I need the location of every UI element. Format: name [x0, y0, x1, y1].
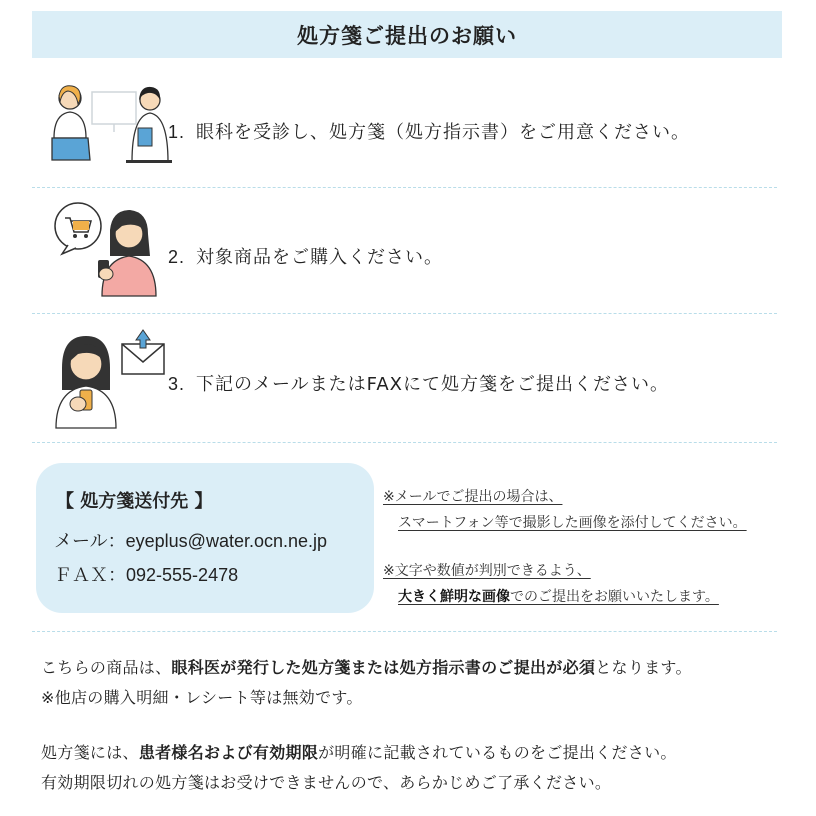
- note-email-line1: ※メールでご提出の場合は、: [383, 489, 563, 505]
- step-number: 2.: [168, 247, 186, 267]
- invalid-receipt-note: ※他店の購入明細・レシート等は無効です。: [41, 688, 363, 707]
- step-number: 3.: [168, 374, 186, 394]
- fax-label: ＦＡＸ：: [54, 565, 126, 586]
- expiry-note: 有効期限切れの処方箋はお受けできませんので、あらかじめご了承ください。: [41, 773, 612, 792]
- step-3: [168, 370, 669, 396]
- divider: [32, 313, 777, 314]
- note-image-rest: でのご提出をお願いいたします。: [510, 589, 719, 605]
- divider: [32, 187, 777, 188]
- prescription-content-bold: 患者様名および有効期限: [138, 743, 319, 762]
- fax-number: 092-555-2478: [126, 565, 239, 585]
- email-label: メール：: [54, 531, 126, 552]
- prescription-content-a: 処方箋には、: [41, 743, 139, 762]
- divider: [32, 442, 777, 443]
- prescription-content-c: が明確に記載されているものをご提出ください。: [318, 743, 677, 762]
- step-label: 下記のメールまたはFAXにて処方箋をご提出ください。: [196, 374, 669, 395]
- step-2: [168, 243, 443, 269]
- note-email-line2: スマートフォン等で撮影した画像を添付してください。: [398, 515, 747, 531]
- requirement-text-c: となります。: [595, 658, 692, 677]
- note-image-line2: [398, 586, 719, 606]
- step-1: [168, 118, 690, 144]
- page-title: 処方箋ご提出のお願い: [297, 23, 517, 48]
- requirement-text-a: こちらの商品は、: [41, 658, 172, 677]
- fax-row: [54, 561, 238, 587]
- patient-doctor-icon: [48, 80, 178, 174]
- requirement-text: [41, 655, 692, 678]
- destination-heading: 【 処方箋送付先 】: [56, 491, 213, 512]
- email-row: [54, 527, 327, 553]
- step-number: 1.: [168, 122, 186, 142]
- title-banner: [32, 11, 782, 58]
- note-image-line1: ※文字や数値が判別できるよう、: [383, 563, 591, 579]
- prescription-content-text: [41, 740, 677, 763]
- step-label: 対象商品をご購入ください。: [196, 247, 443, 268]
- email-address[interactable]: eyeplus@water.ocn.ne.jp: [125, 531, 328, 551]
- divider: [32, 631, 777, 632]
- destination-box: [36, 463, 374, 613]
- note-image-bold: 大きく鮮明な画像: [398, 589, 510, 605]
- requirement-text-bold: 眼科医が発行した処方箋または処方指示書のご提出が必須: [171, 658, 596, 677]
- shopping-cart-woman-icon: [52, 200, 162, 302]
- email-upload-woman-icon: [52, 322, 170, 434]
- step-label: 眼科を受診し、処方箋（処方指示書）をご用意ください。: [196, 122, 690, 143]
